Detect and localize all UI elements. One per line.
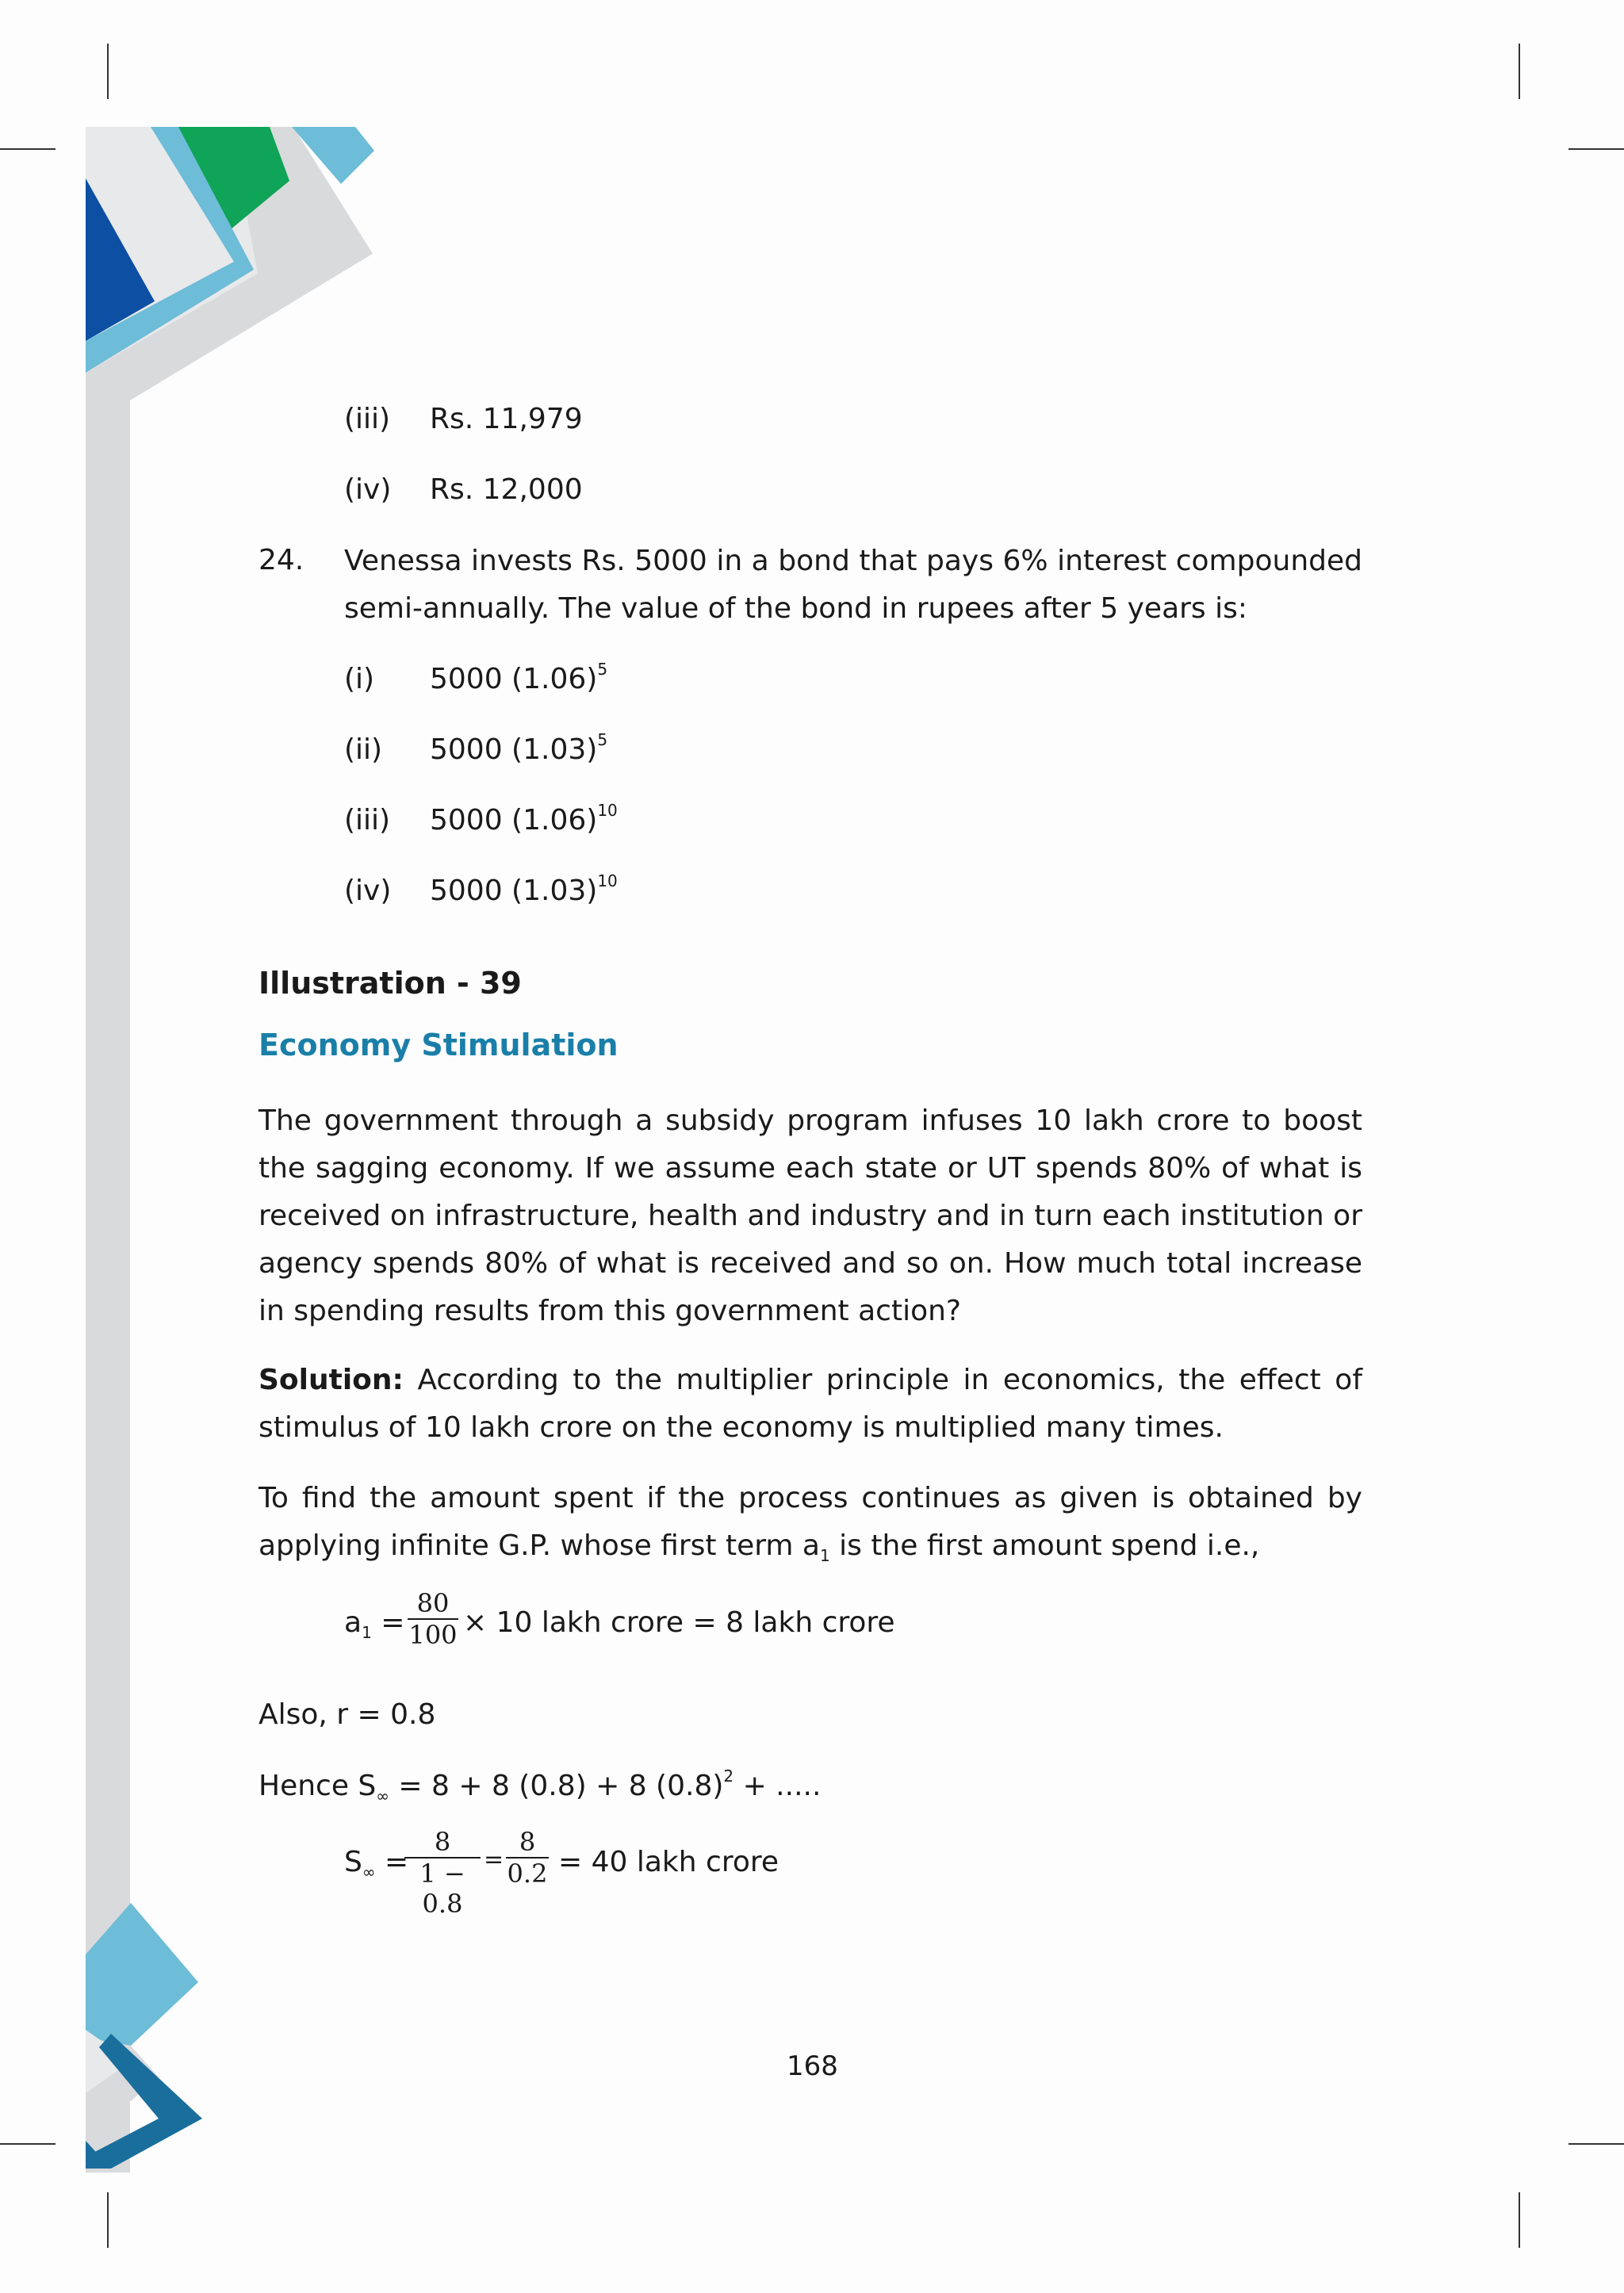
option-number: (iv): [344, 473, 392, 506]
eq2-fraction-1: [404, 1827, 481, 1919]
solution-paragraph: [259, 1357, 1362, 1452]
formula-exponent: 5: [597, 730, 608, 749]
formula-exponent: 5: [597, 660, 608, 679]
series-prefix: Hence S: [259, 1770, 377, 1802]
eq2-equals: =: [375, 1846, 409, 1878]
solution-label: Solution:: [259, 1364, 404, 1396]
option-number: (i): [344, 663, 375, 695]
series-tail: + .....: [733, 1770, 822, 1802]
formula-base: 5000 (1.06): [430, 663, 598, 695]
series-text: [259, 1767, 822, 1806]
eq1-denominator: 100: [408, 1620, 458, 1650]
series-subscript: ∞: [376, 1786, 389, 1806]
question-number: 24.: [259, 544, 304, 576]
option-text: Rs. 11,979: [430, 403, 583, 435]
eq2-fraction-2: [506, 1827, 549, 1889]
method-subscript: 1: [819, 1546, 830, 1566]
eq2-f1-denominator: 1 − 0.8: [404, 1857, 481, 1919]
formula-base: 5000 (1.03): [430, 733, 598, 766]
eq1-numerator: 80: [416, 1588, 450, 1618]
method-paragraph: [259, 1475, 1362, 1570]
crop-mark: [1568, 2143, 1624, 2145]
ratio-text: Also, r = 0.8: [259, 1698, 436, 1731]
eq1-subscript: 1: [362, 1623, 372, 1643]
eq1-equals: =: [371, 1606, 405, 1639]
option-number: (ii): [344, 733, 383, 766]
eq2-f2-numerator: 8: [519, 1827, 536, 1857]
eq2-subscript: ∞: [362, 1862, 376, 1882]
solution-text: According to the multiplier principle in economics, the effect of stimulus of 10 lakh crore on the economy is multiplied many times.: [259, 1364, 1362, 1444]
option-formula: [430, 801, 618, 836]
eq2-mid-equals: =: [484, 1846, 504, 1874]
eq1-rhs: × 10 lakh crore = 8 lakh crore: [463, 1606, 895, 1639]
question-text: Venessa invests Rs. 5000 in a bond that pays 6% interest compounded semi-annually. The value of the bond in rupees after 5 years is:: [344, 545, 1362, 625]
eq2-f1-numerator: 8: [434, 1827, 451, 1857]
crop-mark: [1519, 44, 1520, 99]
eq2-lhs: [344, 1846, 409, 1882]
illustration-title: Economy Stimulation: [259, 1028, 619, 1062]
formula-base: 5000 (1.06): [430, 804, 598, 836]
page-number: 168: [787, 2050, 838, 2082]
method-tail: is the first amount spend i.e.,: [829, 1529, 1260, 1562]
formula-exponent: 10: [597, 801, 618, 820]
illustration-label: Illustration - 39: [259, 966, 522, 1001]
eq2-f2-denominator: 0.2: [507, 1859, 548, 1889]
crop-mark: [1519, 2192, 1520, 2248]
option-number: (iii): [344, 403, 391, 435]
method-text: To find the amount spent if the process continues as given is obtained by applying infinite G.P. whose first term a: [259, 1482, 1362, 1562]
option-number: (iv): [344, 875, 392, 907]
eq1-symbol: a: [344, 1606, 362, 1639]
option-number: (iii): [344, 804, 391, 836]
crop-mark: [1568, 148, 1624, 150]
eq1-fraction: [408, 1588, 458, 1650]
eq1-lhs: [344, 1606, 405, 1643]
option-formula: [430, 660, 608, 695]
option-formula: [430, 871, 618, 907]
series-mid: = 8 + 8 (0.8) + 8 (0.8): [389, 1770, 724, 1802]
eq2-symbol: S: [344, 1846, 362, 1878]
option-formula: [430, 730, 608, 766]
problem-text: The government through a subsidy program infuses 10 lakh crore to boost the sagging economy. If we assume each state or UT spends 80% of what is received on infrastructure, health and industry and in turn each institution or agency spends 80% of what is received and so on. How much total increase in spending results from this government action?: [259, 1104, 1362, 1327]
formula-base: 5000 (1.03): [430, 875, 598, 907]
option-text: Rs. 12,000: [430, 473, 583, 506]
formula-exponent: 10: [597, 871, 618, 890]
eq2-rhs: = 40 lakh crore: [558, 1846, 779, 1878]
series-exponent: 2: [723, 1767, 734, 1786]
